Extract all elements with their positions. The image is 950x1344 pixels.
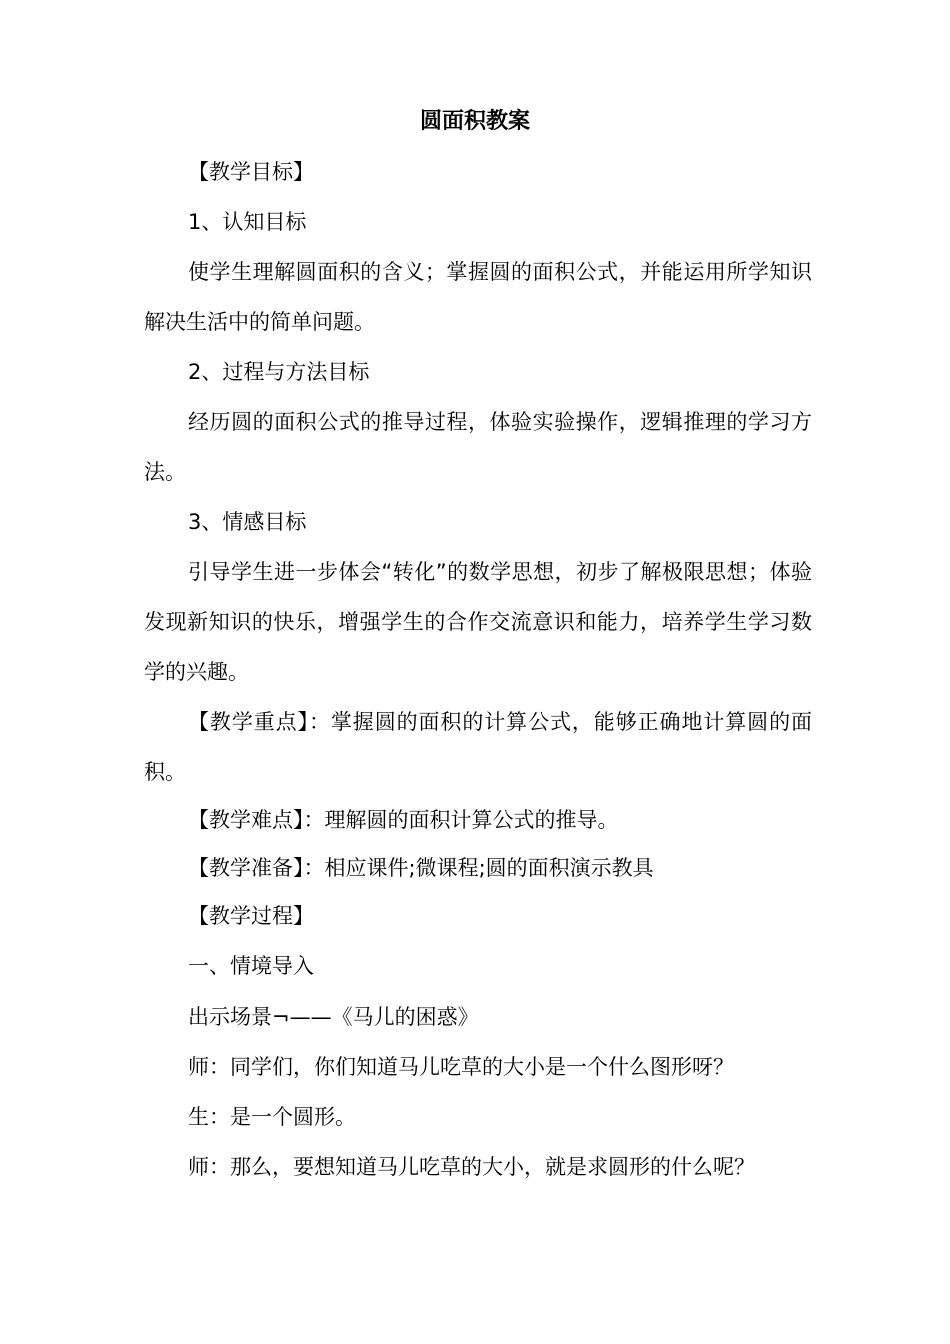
preparation-label: 【教学准备】 [188, 856, 304, 880]
dialog-teacher-1: 师：同学们，你们知道马儿吃草的大小是一个什么图形呀？ [188, 1055, 734, 1079]
emotion-objective-text: 引导学生进一步体会“转化”的数学思想，初步了解极限思想；体验发现新知识的快乐，增强学生的合作交流意识和能力，培养学生学习数学的兴趣。 [144, 560, 812, 684]
document-title: 圆面积教案 [419, 109, 530, 134]
preparation-paragraph [144, 843, 812, 893]
preparation-text: ：相应课件;微课程;圆的面积演示教具 [303, 856, 654, 880]
process-objective-heading: 2、过程与方法目标 [188, 360, 370, 384]
difficulty-paragraph [144, 795, 812, 845]
key-point-paragraph [144, 697, 812, 797]
dialog-teacher-2: 师：那么，要想知道马儿吃草的大小，就是求圆形的什么呢？ [188, 1155, 755, 1179]
cognitive-objective-heading: 1、认知目标 [188, 210, 307, 234]
scene-line: 出示场景¬——《马儿的困惑》 [188, 1005, 479, 1029]
objectives-heading: 【教学目标】 [188, 160, 314, 184]
section-one-heading: 一、情境导入 [188, 954, 314, 978]
difficulty-text: ：理解圆的面积计算公式的推导。 [303, 808, 619, 832]
dialog-student-1: 生：是一个圆形。 [188, 1105, 356, 1129]
key-point-text: ：掌握圆的面积的计算公式，能够正确地计算圆的面积。 [144, 710, 813, 784]
cognitive-objective-text: 使学生理解圆面积的含义；掌握圆的面积公式，并能运用所学知识解决生活中的简单问题。 [144, 260, 812, 334]
process-objective-text: 经历圆的面积公式的推导过程，体验实验操作，逻辑推理的学习方法。 [144, 410, 812, 484]
key-point-label: 【教学重点】 [188, 710, 309, 734]
difficulty-label: 【教学难点】 [188, 808, 304, 832]
procedure-heading: 【教学过程】 [188, 904, 314, 928]
emotion-objective-heading: 3、情感目标 [188, 510, 307, 534]
